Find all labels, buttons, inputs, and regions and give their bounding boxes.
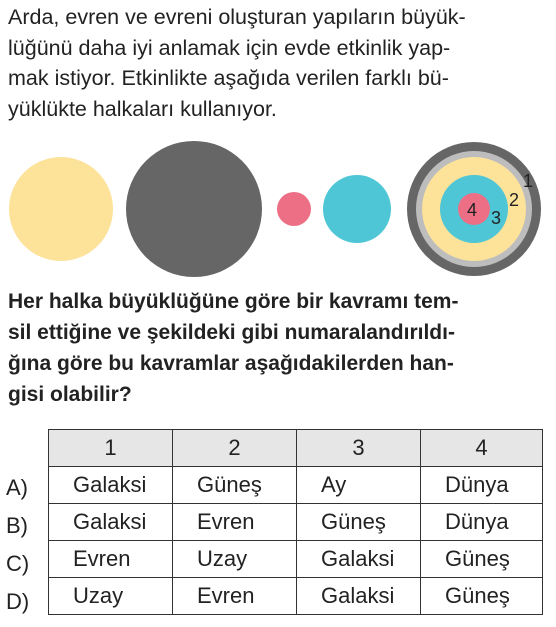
options-table — [48, 429, 543, 615]
table-cell: Güneş — [297, 504, 421, 541]
question-line: Her halka büyüklüğüne göre bir kavramı tem- — [8, 290, 459, 313]
table-cell: Güneş — [173, 467, 297, 504]
table-cell: Ay — [297, 467, 421, 504]
nested-rings — [407, 142, 541, 276]
option-letters — [6, 469, 29, 621]
ring-label-2: 2 — [509, 190, 520, 210]
table-row[interactable] — [49, 578, 543, 615]
ring-label-1: 1 — [523, 171, 534, 191]
table-cell: Dünya — [421, 467, 543, 504]
table-cell: Evren — [173, 578, 297, 615]
table-cell: Galaksi — [297, 541, 421, 578]
ring-label-3: 3 — [491, 208, 502, 228]
intro-line: yüklükte halkaları kullanıyor. — [8, 96, 277, 121]
yellow-ring — [9, 157, 113, 261]
header-cell-2: 2 — [173, 430, 297, 467]
pink-ring — [277, 192, 311, 226]
table-cell: Güneş — [421, 541, 543, 578]
table-header-row — [49, 430, 543, 467]
header-cell-1: 1 — [49, 430, 173, 467]
header-cell-3: 3 — [297, 430, 421, 467]
table-cell: Galaksi — [49, 504, 173, 541]
option-letter-c[interactable]: C) — [6, 551, 30, 576]
intro-text — [8, 2, 552, 124]
question-line: ğına göre bu kavramlar aşağıdakilerden han- — [8, 352, 454, 375]
intro-line: mak istiyor. Etkinlikte aşağıda verilen farklı bü- — [8, 66, 449, 90]
header-cell-4: 4 — [421, 430, 543, 467]
table-cell: Evren — [49, 541, 173, 578]
table-cell: Uzay — [49, 578, 173, 615]
table-cell: Güneş — [421, 578, 543, 615]
option-letter-d[interactable]: D) — [6, 589, 30, 614]
table-cell: Evren — [173, 504, 297, 541]
table-cell: Galaksi — [49, 467, 173, 504]
intro-line: lüğünü daha iyi anlamak için evde etkinlik yap- — [8, 35, 451, 60]
rings-illustration — [0, 132, 556, 282]
question-text — [8, 286, 552, 410]
table-row[interactable] — [49, 504, 543, 541]
gray-ring — [126, 141, 262, 277]
cyan-ring — [323, 175, 391, 243]
table-cell: Dünya — [421, 504, 543, 541]
question-line: gisi olabilir? — [8, 383, 132, 406]
table-row[interactable] — [49, 541, 543, 578]
table-cell: Uzay — [173, 541, 297, 578]
question-line: sil ettiğine ve şekildeki gibi numaralandırıldı- — [8, 321, 455, 344]
option-letter-b[interactable]: B) — [6, 513, 28, 538]
intro-line: Arda, evren ve evreni oluşturan yapıların büyük- — [8, 5, 466, 29]
table-row[interactable] — [49, 467, 543, 504]
option-letter-a[interactable]: A) — [6, 475, 28, 500]
ring-label-4: 4 — [467, 200, 478, 220]
table-cell: Galaksi — [297, 578, 421, 615]
